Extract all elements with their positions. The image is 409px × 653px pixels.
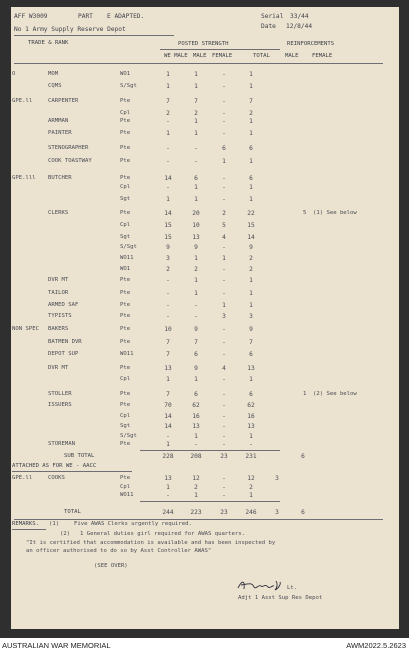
row-male: 13 <box>192 423 200 430</box>
row-total: 6 <box>249 391 253 398</box>
attached-female: - <box>222 475 226 482</box>
row-rank: Sgt <box>120 234 131 240</box>
handwritten-signature <box>236 578 284 592</box>
subtotal-male: 208 <box>190 453 202 460</box>
row-female: - <box>222 326 226 333</box>
total-male: 223 <box>190 509 202 516</box>
remarks-underline <box>12 529 46 530</box>
row-trade: COOK TOASTWAY <box>48 158 92 164</box>
total-bottom-rule <box>14 519 383 520</box>
row-we-male: 14 <box>164 413 172 420</box>
see-over-note: (SEE OVER) <box>94 563 128 569</box>
row-we-male: 10 <box>164 326 172 333</box>
row-we-male: 15 <box>164 222 172 229</box>
attached-female: - <box>222 492 226 499</box>
subtotal-rule <box>140 450 280 451</box>
row-we-male: 1 <box>166 376 170 383</box>
row-we-male: - <box>166 302 170 309</box>
row-rank: Pte <box>120 290 131 296</box>
row-we-male: 14 <box>164 175 172 182</box>
reinf-note: (2) See below <box>313 391 357 397</box>
total-reinf-female: 6 <box>301 509 305 516</box>
row-rank: S/Sgt <box>120 83 137 89</box>
attached-total: 12 <box>247 475 255 482</box>
row-male: 7 <box>194 339 198 346</box>
attached-rank: WO11 <box>120 492 134 498</box>
col-female: FEMALE <box>212 53 233 59</box>
unit-underline <box>14 35 174 36</box>
row-rank: Pte <box>120 175 131 181</box>
row-rank: Pte <box>120 98 131 104</box>
col-posted-strength: POSTED STRENGTH <box>178 41 229 47</box>
attached-total: 1 <box>249 492 253 499</box>
row-female: - <box>222 391 226 398</box>
row-we-male: 7 <box>166 98 170 105</box>
row-male: - <box>194 302 198 309</box>
row-we-male: 1 <box>166 130 170 137</box>
row-male: 6 <box>194 351 198 358</box>
row-female: 1 <box>222 302 226 309</box>
row-we-male: - <box>166 184 170 191</box>
subtotal-total: 231 <box>245 453 257 460</box>
row-male: 62 <box>192 402 200 409</box>
row-female: - <box>222 184 226 191</box>
row-male: 16 <box>192 413 200 420</box>
row-male: 9 <box>194 326 198 333</box>
remark-line: an officer authorised to do so by Asst Controller AWAS" <box>26 548 212 554</box>
col-trade-rank: TRADE & RANK <box>28 40 69 46</box>
row-male: 7 <box>194 98 198 105</box>
row-we-male: 2 <box>166 266 170 273</box>
row-trade: ARMMAN <box>48 118 69 124</box>
row-female: - <box>222 433 226 440</box>
row-male: 6 <box>194 175 198 182</box>
subtotal-reinf-male: 6 <box>301 453 305 460</box>
form-number: AFF W3009 <box>14 13 48 20</box>
row-male: 1 <box>194 433 198 440</box>
signature-caption: Adjt 1 Asst Sup Res Depot <box>238 595 323 601</box>
row-trade: STOLLER <box>48 391 72 397</box>
col-total: TOTAL <box>253 53 270 59</box>
row-total: 1 <box>249 83 253 90</box>
row-male: - <box>194 158 198 165</box>
report-date: 12/8/44 <box>286 23 313 30</box>
row-female: 1 <box>222 158 226 165</box>
row-rank: S/Sgt <box>120 244 137 250</box>
row-rank: Pte <box>120 277 131 283</box>
row-trade: CLERKS <box>48 210 69 216</box>
row-we-male: - <box>166 313 170 320</box>
attached-group: GPE.ll <box>12 475 33 481</box>
row-rank: Pte <box>120 158 131 164</box>
row-we-male: 15 <box>164 234 172 241</box>
row-female: - <box>222 266 226 273</box>
row-male: 1 <box>194 71 198 78</box>
total-we-male: 244 <box>162 509 174 516</box>
row-male: 1 <box>194 376 198 383</box>
row-female: - <box>222 244 226 251</box>
row-trade: DVR MT <box>48 277 69 283</box>
total-female: 23 <box>220 509 228 516</box>
col-reinf-female: FEMALE <box>312 53 333 59</box>
row-total: 1 <box>249 376 253 383</box>
row-we-male: 1 <box>166 196 170 203</box>
row-we-male: 14 <box>164 423 172 430</box>
row-trade: DVR MT <box>48 365 69 371</box>
row-rank: WO1 <box>120 266 131 272</box>
reinf-note-male: 1 <box>303 391 307 397</box>
row-male: 1 <box>194 130 198 137</box>
row-female: 1 <box>222 255 226 262</box>
row-male: 1 <box>194 290 198 297</box>
row-trade: CARPENTER <box>48 98 79 104</box>
row-male: 1 <box>194 83 198 90</box>
row-we-male: 13 <box>164 365 172 372</box>
row-male: 1 <box>194 118 198 125</box>
header-bottom-rule <box>14 63 383 64</box>
total-top-rule <box>140 501 280 502</box>
row-female: - <box>222 118 226 125</box>
row-trade: CQMS <box>48 83 62 89</box>
row-total: 1 <box>249 290 253 297</box>
remark-number: (1) <box>49 521 60 527</box>
row-trade: BAKERS <box>48 326 69 332</box>
attached-we-male: - <box>166 492 170 499</box>
total-label: TOTAL <box>64 509 81 515</box>
row-rank: Cpl <box>120 184 131 190</box>
row-trade: STOREMAN <box>48 441 75 447</box>
row-female: 5 <box>222 222 226 229</box>
attached-male: 1 <box>194 492 198 499</box>
row-male: - <box>194 313 198 320</box>
row-we-male: 14 <box>164 210 172 217</box>
row-we-male: 9 <box>166 244 170 251</box>
posted-header-rule <box>160 49 280 50</box>
row-we-male: 70 <box>164 402 172 409</box>
row-we-male: - <box>166 145 170 152</box>
row-total: 15 <box>247 222 255 229</box>
serial-number: 33/44 <box>290 13 309 20</box>
row-rank: Sgt <box>120 196 131 202</box>
row-rank: Pte <box>120 210 131 216</box>
unit-name: No 1 Army Supply Reserve Depot <box>14 26 126 33</box>
row-male: 1 <box>194 255 198 262</box>
row-total: 14 <box>247 234 255 241</box>
row-female: - <box>222 376 226 383</box>
row-female: - <box>222 130 226 137</box>
archive-reference: AWM2022.5.2623 <box>346 641 406 650</box>
row-male: 10 <box>192 222 200 229</box>
row-male: 2 <box>194 110 198 117</box>
row-total: 1 <box>249 130 253 137</box>
row-total: 7 <box>249 339 253 346</box>
row-male: 1 <box>194 184 198 191</box>
row-rank: Sgt <box>120 423 131 429</box>
row-total: - <box>249 441 253 448</box>
row-rank: WO11 <box>120 351 134 357</box>
row-rank: Cpl <box>120 110 131 116</box>
total-total: 246 <box>245 509 257 516</box>
row-total: 62 <box>247 402 255 409</box>
row-female: 2 <box>222 210 226 217</box>
row-rank: Pte <box>120 130 131 136</box>
row-male: - <box>194 441 198 448</box>
row-male: 9 <box>194 365 198 372</box>
row-male: 20 <box>192 210 200 217</box>
attached-we-male: 1 <box>166 484 170 491</box>
row-female: - <box>222 413 226 420</box>
col-reinforcements: REINFORCEMENTS <box>287 41 335 47</box>
col-reinf-male: MALE <box>285 53 299 59</box>
attached-we-male: 13 <box>164 475 172 482</box>
row-we-male: - <box>166 158 170 165</box>
row-group: GPE.ll <box>12 98 33 104</box>
row-we-male: 1 <box>166 441 170 448</box>
row-total: 1 <box>249 184 253 191</box>
row-total: 1 <box>249 158 253 165</box>
subtotal-label: SUB TOTAL <box>64 453 95 459</box>
attached-female: - <box>222 484 226 491</box>
row-total: 1 <box>249 118 253 125</box>
row-rank: Cpl <box>120 376 131 382</box>
row-we-male: - <box>166 290 170 297</box>
row-we-male: - <box>166 118 170 125</box>
row-we-male: 7 <box>166 351 170 358</box>
row-total: 6 <box>249 145 253 152</box>
row-rank: Cpl <box>120 413 131 419</box>
reinf-note-male: 5 <box>303 210 307 216</box>
row-female: - <box>222 83 226 90</box>
row-total: 13 <box>247 365 255 372</box>
row-total: 3 <box>249 313 253 320</box>
row-total: 6 <box>249 175 253 182</box>
row-total: 1 <box>249 196 253 203</box>
row-total: 9 <box>249 244 253 251</box>
col-male: MALE <box>193 53 207 59</box>
attached-male: 2 <box>194 484 198 491</box>
row-total: 7 <box>249 98 253 105</box>
row-rank: Pte <box>120 302 131 308</box>
row-trade: TYPISTS <box>48 313 72 319</box>
row-group: O <box>12 71 16 77</box>
row-rank: Pte <box>120 339 131 345</box>
col-we-male: WE MALE <box>164 53 188 59</box>
attached-reinf-male: 3 <box>275 475 279 482</box>
row-trade: STENOGRAPHER <box>48 145 89 151</box>
row-male: 1 <box>194 277 198 284</box>
row-female: - <box>222 339 226 346</box>
row-group: GPE.lll <box>12 175 36 181</box>
date-label: Date <box>261 23 276 30</box>
attached-male: 12 <box>192 475 200 482</box>
row-rank: Pte <box>120 118 131 124</box>
row-rank: Pte <box>120 326 131 332</box>
row-total: 2 <box>249 110 253 117</box>
row-total: 1 <box>249 71 253 78</box>
row-female: - <box>222 277 226 284</box>
row-rank: Pte <box>120 402 131 408</box>
serial-label: Serial <box>261 13 284 20</box>
attached-heading: ATTACHED AS FOR WE - AACC <box>12 463 97 469</box>
row-we-male: 7 <box>166 391 170 398</box>
row-total: 1 <box>249 433 253 440</box>
row-trade: ISSUERS <box>48 402 72 408</box>
row-female: 3 <box>222 313 226 320</box>
remark-line: 1 General duties girl required for AWAS quarters. <box>80 531 246 537</box>
row-trade: DEPOT SUP <box>48 351 79 357</box>
row-female: - <box>222 196 226 203</box>
row-we-male: 7 <box>166 339 170 346</box>
row-trade: PAINTER <box>48 130 72 136</box>
row-female: - <box>222 441 226 448</box>
row-female: - <box>222 71 226 78</box>
row-we-male: - <box>166 277 170 284</box>
row-rank: WO11 <box>120 255 134 261</box>
row-male: 9 <box>194 244 198 251</box>
row-rank: Pte <box>120 365 131 371</box>
archive-name: AUSTRALIAN WAR MEMORIAL <box>2 641 111 650</box>
row-total: 2 <box>249 266 253 273</box>
row-total: 2 <box>249 255 253 262</box>
row-we-male: 1 <box>166 83 170 90</box>
form-part-label: PART <box>78 13 93 20</box>
reinf-note: (1) See below <box>313 210 357 216</box>
row-trade: MOM <box>48 71 59 77</box>
row-rank: S/Sgt <box>120 433 137 439</box>
row-female: - <box>222 290 226 297</box>
row-trade: TAILOR <box>48 290 69 296</box>
row-rank: Pte <box>120 313 131 319</box>
row-total: 9 <box>249 326 253 333</box>
row-total: 1 <box>249 302 253 309</box>
row-female: 4 <box>222 234 226 241</box>
attached-total: 2 <box>249 484 253 491</box>
remark-number: (2) <box>60 531 71 537</box>
row-total: 13 <box>247 423 255 430</box>
row-female: - <box>222 98 226 105</box>
attached-trade: COOKS <box>48 475 65 481</box>
row-rank: Cpl <box>120 222 131 228</box>
row-female: - <box>222 110 226 117</box>
attached-underline <box>12 471 132 472</box>
row-we-male: 1 <box>166 71 170 78</box>
row-trade: BUTCHER <box>48 175 72 181</box>
total-reinf-male: 3 <box>275 509 279 516</box>
row-total: 6 <box>249 351 253 358</box>
attached-rank: Pte <box>120 475 131 481</box>
row-trade: BATMEN DVR <box>48 339 82 345</box>
row-male: - <box>194 145 198 152</box>
signature-rank: Lt. <box>287 585 298 591</box>
row-total: 22 <box>247 210 255 217</box>
row-rank: Pte <box>120 145 131 151</box>
row-we-male: - <box>166 433 170 440</box>
remark-line: Five AWAS Clerks urgently required. <box>74 521 192 527</box>
row-total: 1 <box>249 277 253 284</box>
row-female: 6 <box>222 145 226 152</box>
row-rank: WO1 <box>120 71 131 77</box>
row-male: 1 <box>194 196 198 203</box>
row-male: 13 <box>192 234 200 241</box>
row-female: - <box>222 402 226 409</box>
row-group: NON SPEC <box>12 326 39 332</box>
attached-rank: Cpl <box>120 484 131 490</box>
row-rank: Pte <box>120 391 131 397</box>
form-part-value: E ADAPTED. <box>107 13 145 20</box>
archive-footer <box>0 638 409 653</box>
row-we-male: 2 <box>166 110 170 117</box>
row-female: - <box>222 175 226 182</box>
row-female: - <box>222 423 226 430</box>
row-total: 16 <box>247 413 255 420</box>
remark-line: "It is certified that accommodation is available and has been inspected by <box>26 540 276 546</box>
row-we-male: 3 <box>166 255 170 262</box>
row-female: - <box>222 351 226 358</box>
row-male: 2 <box>194 266 198 273</box>
row-trade: ARMED SAF <box>48 302 79 308</box>
subtotal-we-male: 228 <box>162 453 174 460</box>
remarks-label: REMARKS. <box>12 521 39 527</box>
row-female: 4 <box>222 365 226 372</box>
row-rank: Pte <box>120 441 131 447</box>
subtotal-female: 23 <box>220 453 228 460</box>
row-male: 6 <box>194 391 198 398</box>
